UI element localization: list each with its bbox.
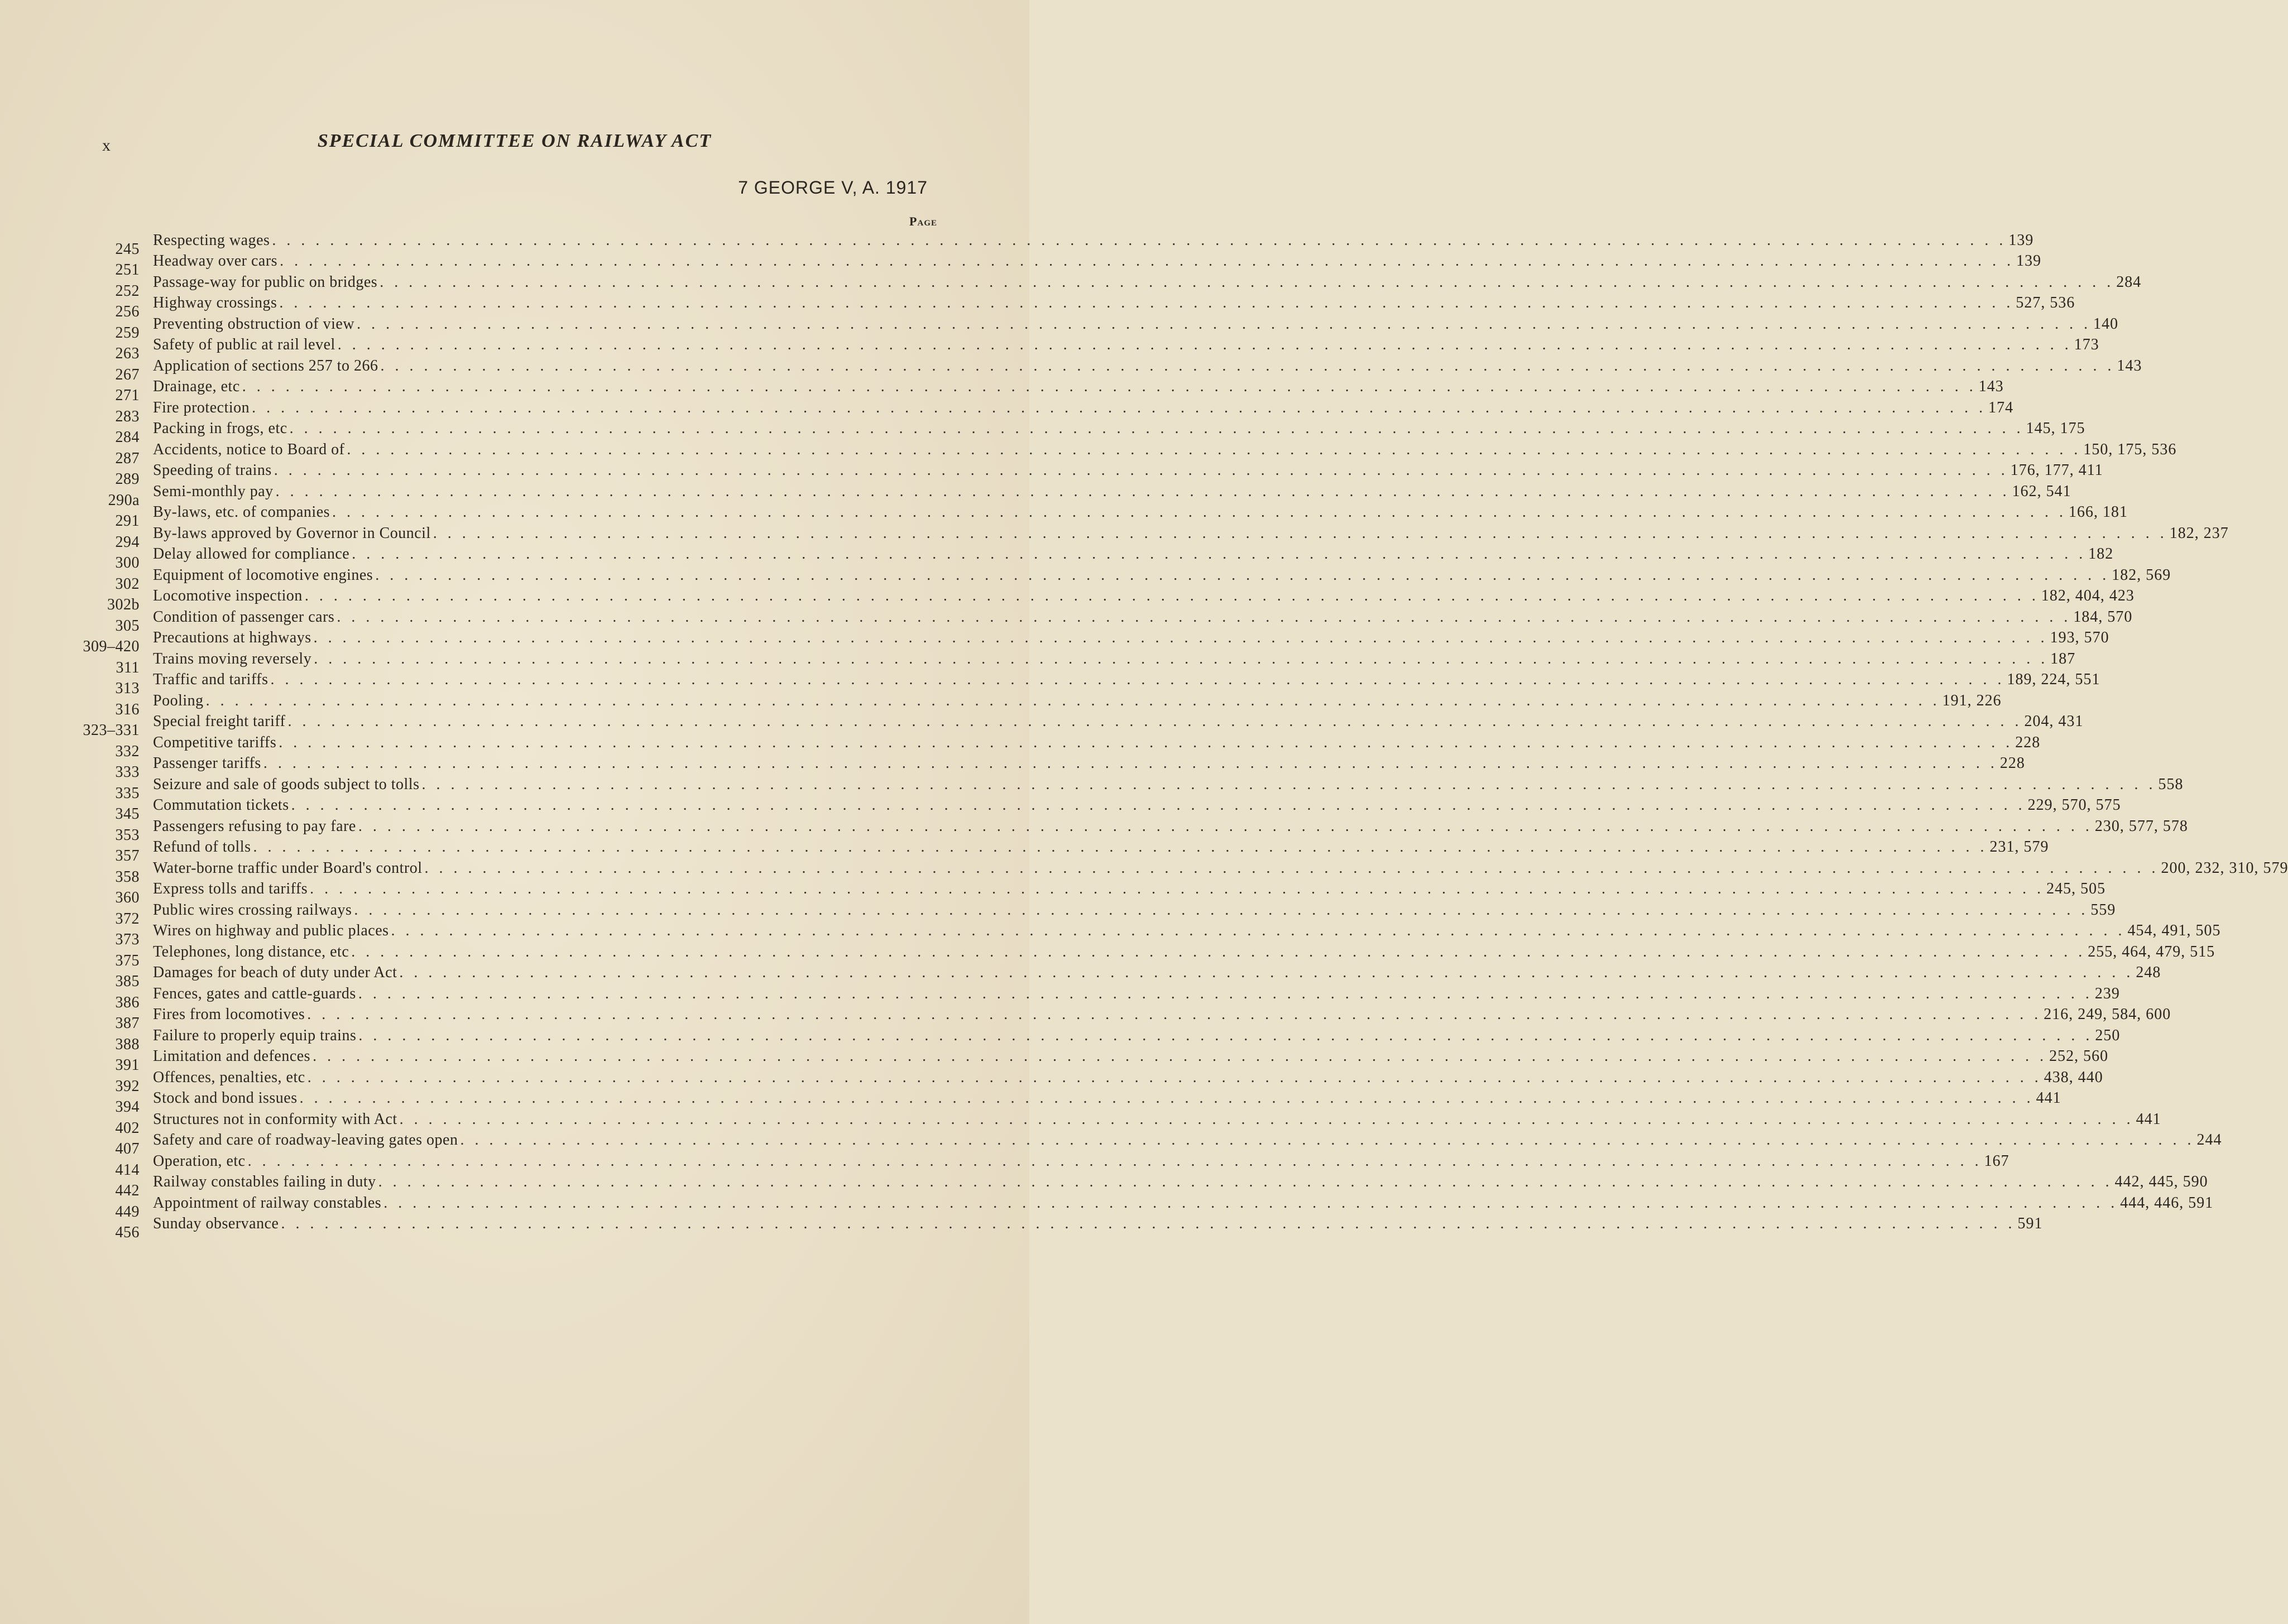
page-references: 244 (2196, 1131, 2222, 1149)
index-entry (106, 544, 2114, 572)
section-number: 263 (115, 345, 140, 363)
entry-title: Locomotive inspection (153, 587, 303, 605)
section-number: 332 (115, 742, 140, 760)
index-entry (106, 1046, 2109, 1074)
index-entry (106, 460, 2103, 488)
page-references: 182 (2088, 545, 2114, 563)
dot-leader: . . . . . . . . . . . . . . . . . . . . . . . . . . . . . . . . . . . . . . . . . . . . . . . . . . . . . . . . . . . . . . . . . . . . . . . . . . . . . . . . . . . . . . . . . . . . . . . . . . . . . . . . . . . . . . . . . . . . . . . . (279, 733, 2013, 751)
entry-title: Headway over cars (153, 252, 278, 270)
entry-title: Packing in frogs, etc (153, 420, 287, 438)
entry-title: Delay allowed for compliance (153, 545, 350, 563)
section-number: 289 (115, 470, 140, 488)
section-number: 407 (115, 1140, 140, 1158)
entry-title: Safety of public at rail level (153, 336, 335, 354)
index-entry (106, 1088, 2061, 1116)
entry-title: Trains moving reversely (153, 650, 312, 667)
entry-title: Speeding of trains (153, 462, 272, 479)
entry-title: Water-borne traffic under Board's control (153, 859, 423, 877)
section-number: 360 (115, 889, 140, 907)
page-references: 184, 570 (2073, 608, 2133, 626)
page-references: 245, 505 (2046, 880, 2106, 898)
section-number: 291 (115, 512, 140, 530)
dot-leader: . . . . . . . . . . . . . . . . . . . . . . . . . . . . . . . . . . . . . . . . . . . . . . . . . . . . . . . . . . . . . . . . . . . . . . . . . . . . . . . . . . . . . . . . . . . . . . . . . . . . . . . . . . . . . . . . . . . . . . . . (310, 880, 2045, 898)
page-references: 228 (2015, 733, 2041, 751)
page-references: 182, 404, 423 (2041, 587, 2134, 605)
section-number: 345 (115, 805, 140, 823)
page-references: 441 (2036, 1089, 2061, 1107)
section-number: 290a (108, 491, 140, 509)
section-number: 372 (115, 910, 140, 928)
dot-leader: . . . . . . . . . . . . . . . . . . . . . . . . . . . . . . . . . . . . . . . . . . . . . . . . . . . . . . . . . . . . . . . . . . . . . . . . . . . . . . . . . . . . . . . . . . . . . . . . . . . . . . . . . . . . . . . . . . . . . . . . (274, 462, 2008, 479)
dot-leader: . . . . . . . . . . . . . . . . . . . . . . . . . . . . . . . . . . . . . . . . . . . . . . . . . . . . . . . . . . . . . . . . . . . . . . . . . . . . . . . . . . . . . . . . . . . . . . . . . . . . . . . . . . . . . . . . . . . . . . . . (380, 357, 2115, 374)
page-references: 189, 224, 551 (2007, 671, 2100, 689)
section-number: 313 (115, 680, 140, 698)
page-references: 200, 232, 310, 579 (2161, 859, 2288, 877)
page-references: 145, 175 (2026, 420, 2085, 438)
index-entry (106, 690, 2002, 718)
page-references: 167 (1984, 1152, 2009, 1170)
page-references: 230, 577, 578 (2094, 817, 2188, 835)
dot-leader: . . . . . . . . . . . . . . . . . . . . . . . . . . . . . . . . . . . . . . . . . . . . . . . . . . . . . . . . . . . . . . . . . . . . . . . . . . . . . . . . . . . . . . . . . . . . . . . . . . . . . . . . . . . . . . . . . . . . . . . . (205, 691, 1940, 709)
entry-title: Damages for beach of duty under Act (153, 964, 397, 982)
dot-leader: . . . . . . . . . . . . . . . . . . . . . . . . . . . . . . . . . . . . . . . . . . . . . . . . . . . . . . . . . . . . . . . . . . . . . . . . . . . . . . . . . . . . . . . . . . . . . . . . . . . . . . . . . . . . . . . . . . . . . . . . (304, 587, 2039, 605)
entry-title: Fires from locomotives (153, 1006, 305, 1024)
page-references: 228 (1999, 755, 2025, 772)
entry-title: Competitive tariffs (153, 733, 277, 751)
index-entry (83, 712, 2084, 739)
dot-leader: . . . . . . . . . . . . . . . . . . . . . . . . . . . . . . . . . . . . . . . . . . . . . . . . . . . . . . . . . . . . . . . . . . . . . . . . . . . . . . . . . . . . . . . . . . . . . . . . . . . . . . . . . . . . . . . . . . . . . . . . (337, 336, 2072, 354)
index-entry (106, 983, 2120, 1011)
page-references: 229, 570, 575 (2027, 796, 2121, 814)
running-title: SPECIAL COMMITTEE ON RAILWAY ACT (317, 131, 712, 151)
entry-title: Public wires crossing railways (153, 901, 352, 919)
entry-title: Passengers refusing to pay fare (153, 817, 356, 835)
page-references: 248 (2136, 964, 2161, 982)
dot-leader: . . . . . . . . . . . . . . . . . . . . . . . . . . . . . . . . . . . . . . . . . . . . . . . . . . . . . . . . . . . . . . . . . . . . . . . . . . . . . . . . . . . . . . . . . . . . . . . . . . . . . . . . . . . . . . . . . . . . . . . . (354, 901, 2089, 919)
section-number: 316 (115, 700, 140, 718)
section-number: 251 (115, 261, 140, 279)
index-entry (106, 419, 2085, 446)
dot-leader: . . . . . . . . . . . . . . . . . . . . . . . . . . . . . . . . . . . . . . . . . . . . . . . . . . . . . . . . . . . . . . . . . . . . . . . . . . . . . . . . . . . . . . . . . . . . . . . . . . . . . . . . . . . . . . . . . . . . . . . . (287, 713, 2022, 731)
page-references: 150, 175, 536 (2083, 440, 2177, 458)
page-references: 239 (2094, 984, 2120, 1002)
dot-leader: . . . . . . . . . . . . . . . . . . . . . . . . . . . . . . . . . . . . . . . . . . . . . . . . . . . . . . . . . . . . . . . . . . . . . . . . . . . . . . . . . . . . . . . . . . . . . . . . . . . . . . . . . . . . . . . . . . . . . . . . (421, 775, 2156, 793)
page-references: 162, 541 (2012, 482, 2071, 500)
index-entry (106, 377, 2004, 405)
index-entry (106, 774, 2184, 802)
section-number: 287 (115, 449, 140, 467)
index-entry (106, 858, 2288, 886)
entry-title: Respecting wages (153, 231, 270, 249)
entry-title: By-laws, etc. of companies (153, 503, 330, 521)
dot-leader: . . . . . . . . . . . . . . . . . . . . . . . . . . . . . . . . . . . . . . . . . . . . . . . . . . . . . . . . . . . . . . . . . . . . . . . . . . . . . . . . . . . . . . . . . . . . . . . . . . . . . . . . . . . . . . . . . . . . . . . . (275, 482, 2010, 500)
page-references: 231, 579 (1989, 838, 2049, 856)
entry-title: Traffic and tariffs (153, 671, 268, 689)
section-number: 394 (115, 1098, 140, 1116)
section-number: 375 (115, 952, 140, 969)
dot-leader: . . . . . . . . . . . . . . . . . . . . . . . . . . . . . . . . . . . . . . . . . . . . . . . . . . . . . . . . . . . . . . . . . . . . . . . . . . . . . . . . . . . . . . . . . . . . . . . . . . . . . . . . . . . . . . . . . . . . . . . . (289, 420, 2024, 438)
index-entries (83, 230, 2288, 1242)
section-number: 385 (115, 973, 140, 991)
page-references: 527, 536 (2016, 294, 2075, 312)
section-number: 335 (115, 784, 140, 802)
page-references: 166, 181 (2069, 503, 2128, 521)
page-references: 182, 569 (2112, 566, 2171, 584)
index-entry (106, 502, 2128, 530)
dot-leader: . . . . . . . . . . . . . . . . . . . . . . . . . . . . . . . . . . . . . . . . . . . . . . . . . . . . . . . . . . . . . . . . . . . . . . . . . . . . . . . . . . . . . . . . . . . . . . . . . . . . . . . . . . . . . . . . . . . . . . . . (263, 755, 1998, 772)
section-number: 357 (115, 847, 140, 865)
section-number: 353 (115, 826, 140, 844)
page-references: 182, 237 (2169, 524, 2229, 542)
entry-title: Equipment of locomotive engines (153, 566, 373, 584)
page-references: 191, 226 (1942, 691, 2002, 709)
dot-leader: . . . . . . . . . . . . . . . . . . . . . . . . . . . . . . . . . . . . . . . . . . . . . . . . . . . . . . . . . . . . . . . . . . . . . . . . . . . . . . . . . . . . . . . . . . . . . . . . . . . . . . . . . . . . . . . . . . . . . . . . (279, 294, 2014, 312)
entry-title: Offences, penalties, etc (153, 1068, 305, 1086)
entry-title: Sunday observance (153, 1215, 279, 1233)
dot-leader: . . . . . . . . . . . . . . . . . . . . . . . . . . . . . . . . . . . . . . . . . . . . . . . . . . . . . . . . . . . . . . . . . . . . . . . . . . . . . . . . . . . . . . . . . . . . . . . . . . . . . . . . . . . . . . . . . . . . . . . . (291, 796, 2026, 814)
dot-leader: . . . . . . . . . . . . . . . . . . . . . . . . . . . . . . . . . . . . . . . . . . . . . . . . . . . . . . . . . . . . . . . . . . . . . . . . . . . . . . . . . . . . . . . . . . . . . . . . . . . . . . . . . . . . . . . . . . . . . . . . (433, 524, 2167, 542)
section-number: 358 (115, 868, 140, 886)
dot-leader: . . . . . . . . . . . . . . . . . . . . . . . . . . . . . . . . . . . . . . . . . . . . . . . . . . . . . . . . . . . . . . . . . . . . . . . . . . . . . . . . . . . . . . . . . . . . . . . . . . . . . . . . . . . . . . . . . . . . . . . . (383, 1194, 2118, 1212)
index-entry (106, 1193, 2214, 1221)
dot-leader: . . . . . . . . . . . . . . . . . . . . . . . . . . . . . . . . . . . . . . . . . . . . . . . . . . . . . . . . . . . . . . . . . . . . . . . . . . . . . . . . . . . . . . . . . . . . . . . . . . . . . . . . . . . . . . . . . . . . . . . . (281, 1215, 2016, 1233)
entry-title: Refund of tolls (153, 838, 251, 856)
index-entry (106, 335, 2099, 363)
index-entry (106, 1130, 2222, 1158)
entry-title: Pooling (153, 691, 204, 709)
index-entry (106, 670, 2100, 698)
index-entry (106, 230, 2034, 258)
index-entry (106, 753, 2025, 781)
page-references: 250 (2095, 1026, 2121, 1044)
dot-leader: . . . . . . . . . . . . . . . . . . . . . . . . . . . . . . . . . . . . . . . . . . . . . . . . . . . . . . . . . . . . . . . . . . . . . . . . . . . . . . . . . . . . . . . . . . . . . . . . . . . . . . . . . . . . . . . . . . . . . . . . (252, 398, 1987, 416)
dot-leader: . . . . . . . . . . . . . . . . . . . . . . . . . . . . . . . . . . . . . . . . . . . . . . . . . . . . . . . . . . . . . . . . . . . . . . . . . . . . . . . . . . . . . . . . . . . . . . . . . . . . . . . . . . . . . . . . . . . . . . . . (347, 440, 2081, 458)
section-number: 302 (115, 575, 140, 593)
section-number: 267 (115, 366, 140, 383)
entry-title: Structures not in conformity with Act (153, 1110, 397, 1128)
section-number: 305 (115, 617, 140, 635)
section-number: 392 (115, 1077, 140, 1095)
dot-leader: . . . . . . . . . . . . . . . . . . . . . . . . . . . . . . . . . . . . . . . . . . . . . . . . . . . . . . . . . . . . . . . . . . . . . . . . . . . . . . . . . . . . . . . . . . . . . . . . . . . . . . . . . . . . . . . . . . . . . . . . (399, 1110, 2134, 1128)
index-entry (106, 900, 2116, 928)
page-references: 252, 560 (2049, 1048, 2109, 1065)
dot-leader: . . . . . . . . . . . . . . . . . . . . . . . . . . . . . . . . . . . . . . . . . . . . . . . . . . . . . . . . . . . . . . . . . . . . . . . . . . . . . . . . . . . . . . . . . . . . . . . . . . . . . . . . . . . . . . . . . . . . . . . . (270, 671, 2005, 689)
dot-leader: . . . . . . . . . . . . . . . . . . . . . . . . . . . . . . . . . . . . . . . . . . . . . . . . . . . . . . . . . . . . . . . . . . . . . . . . . . . . . . . . . . . . . . . . . . . . . . . . . . . . . . . . . . . . . . . . . . . . . . . . (253, 838, 1988, 856)
section-number: 294 (115, 533, 140, 551)
entry-title: Commutation tickets (153, 796, 289, 814)
entry-title: Application of sections 257 to 266 (153, 357, 378, 374)
section-number: 333 (115, 763, 140, 781)
section-number: 388 (115, 1035, 140, 1053)
section-number: 323–331 (83, 722, 140, 739)
section-number: 414 (115, 1161, 140, 1179)
index-entry (106, 355, 2142, 383)
section-number: 300 (115, 554, 140, 572)
index-entry (106, 439, 2177, 467)
entry-title: Special freight tariff (153, 713, 286, 731)
index-entry (106, 565, 2171, 593)
dot-leader: . . . . . . . . . . . . . . . . . . . . . . . . . . . . . . . . . . . . . . . . . . . . . . . . . . . . . . . . . . . . . . . . . . . . . . . . . . . . . . . . . . . . . . . . . . . . . . . . . . . . . . . . . . . . . . . . . . . . . . . . (424, 859, 2159, 877)
entry-title: Safety and care of roadway-leaving gates open (153, 1131, 458, 1149)
entry-title: Accidents, notice to Board of (153, 440, 345, 458)
index-entry (106, 607, 2133, 635)
page-references: 193, 570 (2050, 629, 2109, 647)
entry-title: Stock and bond issues (153, 1089, 298, 1107)
section-number: 442 (115, 1182, 140, 1200)
dot-leader: . . . . . . . . . . . . . . . . . . . . . . . . . . . . . . . . . . . . . . . . . . . . . . . . . . . . . . . . . . . . . . . . . . . . . . . . . . . . . . . . . . . . . . . . . . . . . . . . . . . . . . . . . . . . . . . . . . . . . . . . (313, 629, 2048, 647)
index-entry (106, 1109, 2161, 1137)
index-entry (106, 941, 2215, 969)
entry-title: Highway crossings (153, 294, 277, 312)
dot-leader: . . . . . . . . . . . . . . . . . . . . . . . . . . . . . . . . . . . . . . . . . . . . . . . . . . . . . . . . . . . . . . . . . . . . . . . . . . . . . . . . . . . . . . . . . . . . . . . . . . . . . . . . . . . . . . . . . . . . . . . . (247, 1152, 1982, 1170)
dot-leader: . . . . . . . . . . . . . . . . . . . . . . . . . . . . . . . . . . . . . . . . . . . . . . . . . . . . . . . . . . . . . . . . . . . . . . . . . . . . . . . . . . . . . . . . . . . . . . . . . . . . . . . . . . . . . . . . . . . . . . . . (280, 252, 2014, 270)
page-references: 174 (1988, 398, 2014, 416)
page-references: 216, 249, 584, 600 (2044, 1006, 2171, 1024)
page-references: 438, 440 (2044, 1068, 2103, 1086)
dot-leader: . . . . . . . . . . . . . . . . . . . . . . . . . . . . . . . . . . . . . . . . . . . . . . . . . . . . . . . . . . . . . . . . . . . . . . . . . . . . . . . . . . . . . . . . . . . . . . . . . . . . . . . . . . . . . . . . . . . . . . . . (391, 922, 2126, 940)
dot-leader: . . . . . . . . . . . . . . . . . . . . . . . . . . . . . . . . . . . . . . . . . . . . . . . . . . . . . . . . . . . . . . . . . . . . . . . . . . . . . . . . . . . . . . . . . . . . . . . . . . . . . . . . . . . . . . . . . . . . . . . . (337, 608, 2071, 626)
section-number: 373 (115, 931, 140, 949)
index-entry (106, 1172, 2208, 1200)
page-references: 139 (2016, 252, 2042, 270)
page-references: 204, 431 (2024, 713, 2084, 731)
index-entry (106, 481, 2071, 509)
dot-leader: . . . . . . . . . . . . . . . . . . . . . . . . . . . . . . . . . . . . . . . . . . . . . . . . . . . . . . . . . . . . . . . . . . . . . . . . . . . . . . . . . . . . . . . . . . . . . . . . . . . . . . . . . . . . . . . . . . . . . . . . (358, 1026, 2093, 1044)
page-references: 173 (2074, 336, 2099, 354)
dot-leader: . . . . . . . . . . . . . . . . . . . . . . . . . . . . . . . . . . . . . . . . . . . . . . . . . . . . . . . . . . . . . . . . . . . . . . . . . . . . . . . . . . . . . . . . . . . . . . . . . . . . . . . . . . . . . . . . . . . . . . . . (242, 378, 1977, 396)
index-entry (106, 586, 2134, 614)
section-number: 387 (115, 1015, 140, 1032)
page-references: 176, 177, 411 (2010, 462, 2103, 479)
entry-title: Preventing obstruction of view (153, 315, 355, 333)
index-entry (106, 272, 2142, 300)
dot-leader: . . . . . . . . . . . . . . . . . . . . . . . . . . . . . . . . . . . . . . . . . . . . . . . . . . . . . . . . . . . . . . . . . . . . . . . . . . . . . . . . . . . . . . . . . . . . . . . . . . . . . . . . . . . . . . . . . . . . . . . . (313, 1048, 2047, 1065)
section-number: 283 (115, 407, 140, 425)
entry-title: Telephones, long distance, etc (153, 943, 349, 960)
page-number: x (102, 136, 111, 155)
page-references: 143 (2117, 357, 2142, 374)
page-references: 143 (1978, 378, 2004, 396)
page-references: 442, 445, 590 (2114, 1173, 2208, 1191)
entry-title: Operation, etc (153, 1152, 246, 1170)
page-references: 140 (2093, 315, 2119, 333)
dot-leader: . . . . . . . . . . . . . . . . . . . . . . . . . . . . . . . . . . . . . . . . . . . . . . . . . . . . . . . . . . . . . . . . . . . . . . . . . . . . . . . . . . . . . . . . . . . . . . . . . . . . . . . . . . . . . . . . . . . . . . . . (358, 984, 2093, 1002)
section-number: 386 (115, 993, 140, 1011)
index-entry (106, 397, 2014, 425)
page-references: 454, 491, 505 (2127, 922, 2221, 940)
dot-leader: . . . . . . . . . . . . . . . . . . . . . . . . . . . . . . . . . . . . . . . . . . . . . . . . . . . . . . . . . . . . . . . . . . . . . . . . . . . . . . . . . . . . . . . . . . . . . . . . . . . . . . . . . . . . . . . . . . . . . . . . (314, 650, 2049, 667)
page-references: 559 (2090, 901, 2116, 919)
entry-title: Passage-way for public on bridges (153, 273, 378, 291)
index-entry (106, 314, 2119, 342)
dot-leader: . . . . . . . . . . . . . . . . . . . . . . . . . . . . . . . . . . . . . . . . . . . . . . . . . . . . . . . . . . . . . . . . . . . . . . . . . . . . . . . . . . . . . . . . . . . . . . . . . . . . . . . . . . . . . . . . . . . . . . . . (299, 1089, 2034, 1107)
index-entry (106, 251, 2042, 279)
entry-title: Failure to properly equip trains (153, 1026, 357, 1044)
section-number: 311 (116, 659, 140, 676)
page-references: 187 (2050, 650, 2076, 667)
entry-title: Wires on highway and public places (153, 922, 389, 940)
section-number: 391 (115, 1056, 140, 1074)
dot-leader: . . . . . . . . . . . . . . . . . . . . . . . . . . . . . . . . . . . . . . . . . . . . . . . . . . . . . . . . . . . . . . . . . . . . . . . . . . . . . . . . . . . . . . . . . . . . . . . . . . . . . . . . . . . . . . . . . . . . . . . . (378, 1173, 2113, 1191)
dot-leader: . . . . . . . . . . . . . . . . . . . . . . . . . . . . . . . . . . . . . . . . . . . . . . . . . . . . . . . . . . . . . . . . . . . . . . . . . . . . . . . . . . . . . . . . . . . . . . . . . . . . . . . . . . . . . . . . . . . . . . . . (357, 315, 2092, 333)
entry-title: Seizure and sale of goods subject to tolls (153, 775, 420, 793)
index-entry (106, 795, 2121, 823)
index-entry (106, 963, 2161, 991)
entry-title: Drainage, etc (153, 378, 240, 396)
dot-leader: . . . . . . . . . . . . . . . . . . . . . . . . . . . . . . . . . . . . . . . . . . . . . . . . . . . . . . . . . . . . . . . . . . . . . . . . . . . . . . . . . . . . . . . . . . . . . . . . . . . . . . . . . . . . . . . . . . . . . . . . (352, 545, 2086, 563)
page-column-heading: Page (909, 214, 937, 228)
index-entry (106, 732, 2041, 760)
index-entry (106, 1025, 2121, 1053)
index-entry (106, 1005, 2171, 1032)
dot-leader: . . . . . . . . . . . . . . . . . . . . . . . . . . . . . . . . . . . . . . . . . . . . . . . . . . . . . . . . . . . . . . . . . . . . . . . . . . . . . . . . . . . . . . . . . . . . . . . . . . . . . . . . . . . . . . . . . . . . . . . . (358, 817, 2093, 835)
index-entry (106, 648, 2076, 676)
entry-title: Precautions at highways (153, 629, 311, 647)
page-references: 255, 464, 479, 515 (2088, 943, 2215, 960)
section-number: 245 (115, 240, 140, 258)
page-references: 558 (2158, 775, 2184, 793)
section-number: 456 (115, 1224, 140, 1242)
index-entry (106, 921, 2221, 949)
entry-title: Fire protection (153, 398, 250, 416)
section-number: 449 (115, 1203, 140, 1221)
index-entry (83, 628, 2109, 656)
page-references: 444, 446, 591 (2120, 1194, 2214, 1212)
entry-title: Passenger tariffs (153, 755, 261, 772)
section-number: 402 (115, 1119, 140, 1137)
index-entry (106, 1151, 2009, 1179)
dot-leader: . . . . . . . . . . . . . . . . . . . . . . . . . . . . . . . . . . . . . . . . . . . . . . . . . . . . . . . . . . . . . . . . . . . . . . . . . . . . . . . . . . . . . . . . . . . . . . . . . . . . . . . . . . . . . . . . . . . . . . . . (399, 964, 2134, 982)
session-label: 7 GEORGE V, A. 1917 (738, 177, 928, 198)
section-number: 284 (115, 429, 140, 446)
entry-title: Express tolls and tariffs (153, 880, 308, 898)
index-entry (106, 879, 2106, 907)
section-number: 302b (107, 596, 140, 614)
dot-leader: . . . . . . . . . . . . . . . . . . . . . . . . . . . . . . . . . . . . . . . . . . . . . . . . . . . . . . . . . . . . . . . . . . . . . . . . . . . . . . . . . . . . . . . . . . . . . . . . . . . . . . . . . . . . . . . . . . . . . . . . (375, 566, 2110, 584)
dot-leader: . . . . . . . . . . . . . . . . . . . . . . . . . . . . . . . . . . . . . . . . . . . . . . . . . . . . . . . . . . . . . . . . . . . . . . . . . . . . . . . . . . . . . . . . . . . . . . . . . . . . . . . . . . . . . . . . . . . . . . . . (380, 273, 2114, 291)
dot-leader: . . . . . . . . . . . . . . . . . . . . . . . . . . . . . . . . . . . . . . . . . . . . . . . . . . . . . . . . . . . . . . . . . . . . . . . . . . . . . . . . . . . . . . . . . . . . . . . . . . . . . . . . . . . . . . . . . . . . . . . . (351, 943, 2086, 960)
page-references: 139 (2008, 231, 2034, 249)
dot-leader: . . . . . . . . . . . . . . . . . . . . . . . . . . . . . . . . . . . . . . . . . . . . . . . . . . . . . . . . . . . . . . . . . . . . . . . . . . . . . . . . . . . . . . . . . . . . . . . . . . . . . . . . . . . . . . . . . . . . . . . . (460, 1131, 2195, 1149)
section-number: 259 (115, 324, 140, 342)
dot-leader: . . . . . . . . . . . . . . . . . . . . . . . . . . . . . . . . . . . . . . . . . . . . . . . . . . . . . . . . . . . . . . . . . . . . . . . . . . . . . . . . . . . . . . . . . . . . . . . . . . . . . . . . . . . . . . . . . . . . . . . . (307, 1006, 2042, 1024)
entry-title: By-laws approved by Governor in Council (153, 524, 431, 542)
entry-title: Fences, gates and cattle-guards (153, 984, 356, 1002)
dot-leader: . . . . . . . . . . . . . . . . . . . . . . . . . . . . . . . . . . . . . . . . . . . . . . . . . . . . . . . . . . . . . . . . . . . . . . . . . . . . . . . . . . . . . . . . . . . . . . . . . . . . . . . . . . . . . . . . . . . . . . . . (332, 503, 2067, 521)
index-entry (106, 816, 2188, 844)
index-entry (106, 293, 2075, 321)
section-number: 271 (115, 387, 140, 405)
dot-leader: . . . . . . . . . . . . . . . . . . . . . . . . . . . . . . . . . . . . . . . . . . . . . . . . . . . . . . . . . . . . . . . . . . . . . . . . . . . . . . . . . . . . . . . . . . . . . . . . . . . . . . . . . . . . . . . . . . . . . . . . (272, 231, 2007, 249)
dot-leader: . . . . . . . . . . . . . . . . . . . . . . . . . . . . . . . . . . . . . . . . . . . . . . . . . . . . . . . . . . . . . . . . . . . . . . . . . . . . . . . . . . . . . . . . . . . . . . . . . . . . . . . . . . . . . . . . . . . . . . . . (307, 1068, 2042, 1086)
index-entry (106, 1067, 2103, 1095)
entry-title: Condition of passenger cars (153, 608, 335, 626)
section-number: 309–420 (83, 638, 140, 656)
index-entry (106, 523, 2229, 551)
entry-title: Semi-monthly pay (153, 482, 274, 500)
page-references: 441 (2136, 1110, 2161, 1128)
page-references: 284 (2116, 273, 2142, 291)
entry-title: Appointment of railway constables (153, 1194, 382, 1212)
section-number: 256 (115, 303, 140, 321)
index-entry (106, 1214, 2043, 1242)
entry-title: Limitation and defences (153, 1048, 311, 1065)
index-entry (106, 837, 2049, 865)
page-references: 591 (2017, 1215, 2043, 1233)
entry-title: Railway constables failing in duty (153, 1173, 376, 1191)
section-number: 252 (115, 282, 140, 300)
